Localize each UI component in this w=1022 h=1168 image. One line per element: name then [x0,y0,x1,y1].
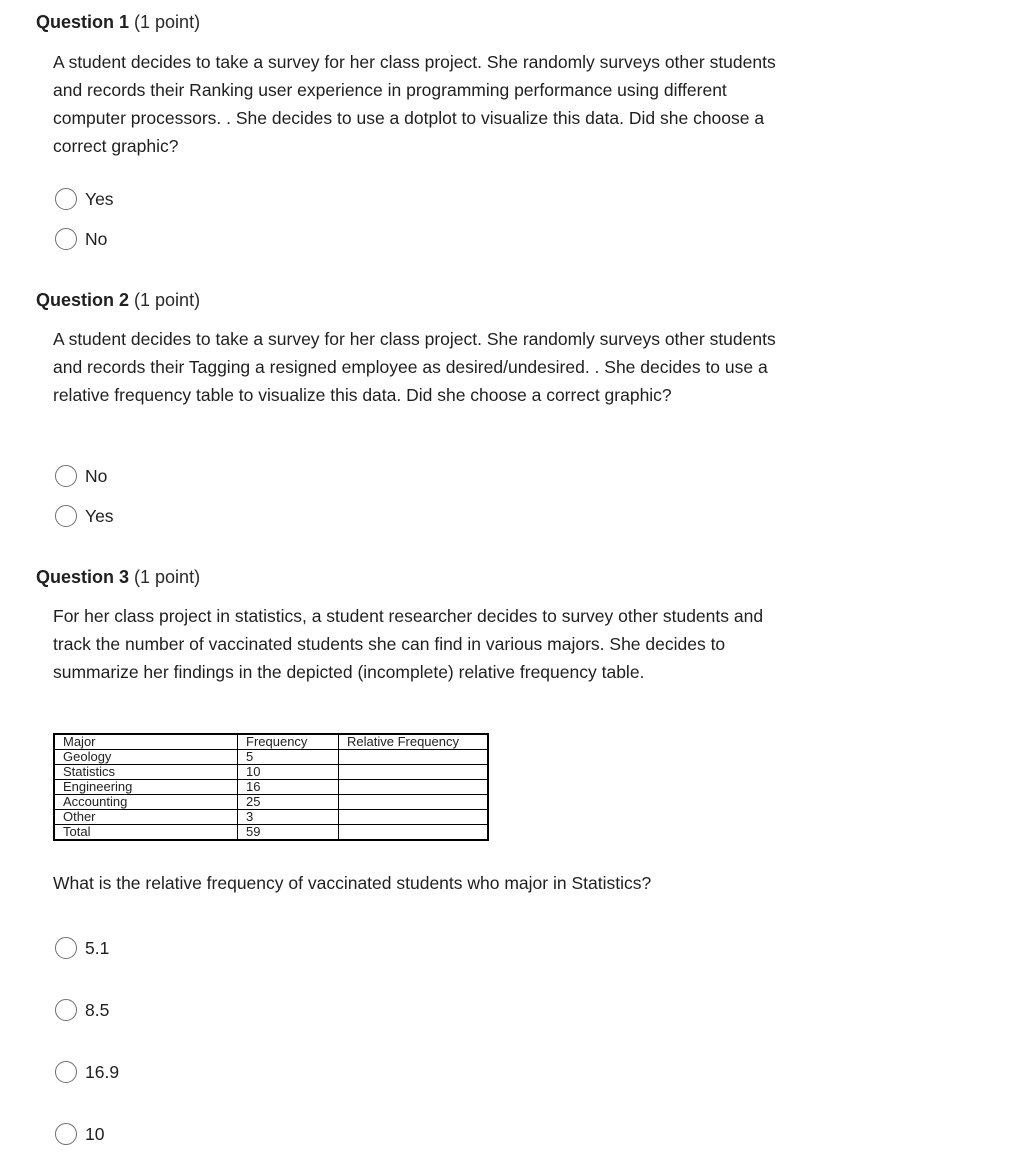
question-3-text: For her class project in statistics, a student researcher decides to survey other students and track the number of vaccinated students she can find in various majors. She decides to summarize her findings in the depicted (incomplete) relative frequency table. [53,606,764,682]
radio-button[interactable] [55,228,77,250]
table-row [54,795,488,810]
cell-relative-frequency [339,810,489,825]
option-label: 10 [85,1124,105,1144]
cell-major: Accounting [54,795,238,810]
question-2-text: A student decides to take a survey for her class project. She randomly surveys other students and records their Tagging a resigned employee as desired/undesired. . She decides to use a relative frequency table to visualize this data. Did she choose a correct graphic? [53,329,776,405]
question-points: (1 point) [134,290,201,310]
cell-frequency: 59 [238,825,339,841]
q2-option-yes[interactable] [55,503,114,529]
question-title: Question 2 [36,290,130,310]
q3-option-5-1[interactable] [55,935,109,961]
question-3-heading [36,565,200,589]
q3-option-16-9[interactable] [55,1059,119,1085]
question-3-prompt: What is the relative frequency of vaccinated students who major in Statistics? [53,873,652,893]
header-major: Major [54,734,238,750]
cell-relative-frequency [339,795,489,810]
radio-button[interactable] [55,1123,77,1145]
option-label: Yes [85,189,114,209]
cell-frequency: 16 [238,780,339,795]
header-frequency: Frequency [238,734,339,750]
table-header-row [54,734,488,750]
cell-frequency: 3 [238,810,339,825]
radio-button[interactable] [55,465,77,487]
option-label: 5.1 [85,938,110,958]
cell-major: Other [54,810,238,825]
cell-major: Geology [54,750,238,765]
question-points: (1 point) [134,567,201,587]
table-row [54,825,488,841]
cell-frequency: 25 [238,795,339,810]
table-row [54,765,488,780]
q1-option-yes[interactable] [55,186,114,212]
question-title: Question 1 [36,12,130,32]
relative-frequency-table [53,733,489,841]
question-2-heading [36,288,200,312]
option-label: No [85,466,108,486]
cell-relative-frequency [339,780,489,795]
cell-frequency: 10 [238,765,339,780]
table-row [54,750,488,765]
table-row [54,780,488,795]
option-label: 8.5 [85,1000,110,1020]
cell-frequency: 5 [238,750,339,765]
radio-button[interactable] [55,505,77,527]
header-relative-frequency: Relative Frequency [339,734,489,750]
radio-button[interactable] [55,999,77,1021]
q2-option-no[interactable] [55,463,107,489]
cell-major: Statistics [54,765,238,780]
q3-option-10[interactable] [55,1121,104,1147]
radio-button[interactable] [55,1061,77,1083]
cell-relative-frequency [339,765,489,780]
radio-button[interactable] [55,188,77,210]
cell-relative-frequency [339,825,489,841]
q3-option-8-5[interactable] [55,997,109,1023]
cell-major: Total [54,825,238,841]
option-label: 16.9 [85,1062,120,1082]
option-label: No [85,229,108,249]
table-row [54,810,488,825]
question-points: (1 point) [134,12,201,32]
radio-button[interactable] [55,937,77,959]
option-label: Yes [85,506,114,526]
question-1-text: A student decides to take a survey for her class project. She randomly surveys other students and records their Ranking user experience in programming performance using different computer processors. . She decides to use a dotplot to visualize this data. Did she choose a correct graphic? [53,52,776,156]
cell-major: Engineering [54,780,238,795]
question-title: Question 3 [36,567,130,587]
q1-option-no[interactable] [55,226,107,252]
question-1-heading [36,10,200,34]
cell-relative-frequency [339,750,489,765]
